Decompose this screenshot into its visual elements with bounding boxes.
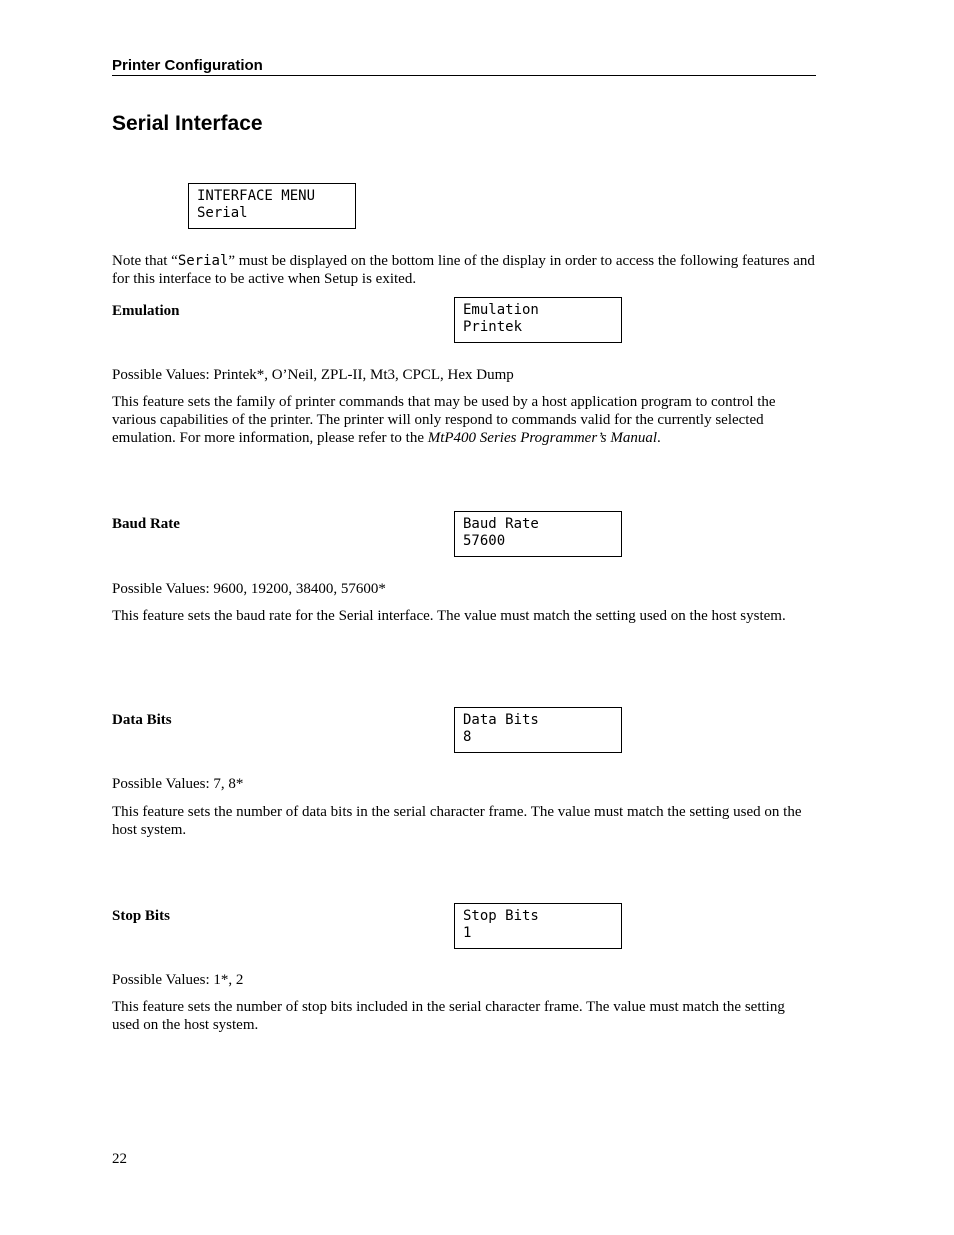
baud-rate-possible-values: Possible Values: 9600, 19200, 38400, 57600*	[112, 581, 386, 597]
stop-bits-possible-values: Possible Values: 1*, 2	[112, 972, 244, 988]
baud-rate-display	[454, 511, 622, 557]
display-line-2: Serial	[197, 205, 248, 221]
feature-label-emulation: Emulation	[112, 303, 180, 319]
stop-bits-display	[454, 903, 622, 949]
section-title: Serial Interface	[112, 112, 263, 135]
interface-menu-display	[188, 183, 356, 229]
description-text: This feature sets the family of printer commands that may be used by a host application program to control the various capabilities of the printer. The printer will only respond to commands valid for the currently selected emulation. For more information, please refer to the	[112, 394, 776, 446]
display-line-1: INTERFACE MENU	[197, 188, 316, 204]
feature-label-data-bits: Data Bits	[112, 712, 172, 728]
display-line-1: Emulation	[463, 302, 539, 318]
feature-label-stop-bits: Stop Bits	[112, 908, 170, 924]
note-paragraph	[112, 252, 816, 288]
note-suffix: ” must be displayed on the bottom line of the display in order to access the following features and for this interface to be active when Setup is exited.	[112, 253, 815, 287]
emulation-display	[454, 297, 622, 343]
feature-label-baud-rate: Baud Rate	[112, 516, 180, 532]
display-line-2: 57600	[463, 533, 506, 549]
data-bits-description: This feature sets the number of data bits in the serial character frame. The value must match the setting used on the host system.	[112, 804, 802, 838]
page-number: 22	[112, 1151, 127, 1167]
display-line-2: 8	[463, 729, 472, 745]
description-end: .	[657, 430, 661, 446]
emulation-possible-values: Possible Values: Printek*, O’Neil, ZPL-II, Mt3, CPCL, Hex Dump	[112, 367, 514, 383]
note-code: Serial	[177, 253, 229, 269]
stop-bits-description: This feature sets the number of stop bits included in the serial character frame. The value must match the setting used on the host system.	[112, 999, 785, 1033]
display-line-2: 1	[463, 925, 472, 941]
data-bits-display	[454, 707, 622, 753]
display-line-2: Printek	[463, 319, 523, 335]
emulation-description	[112, 393, 816, 447]
display-line-1: Data Bits	[463, 712, 539, 728]
running-header: Printer Configuration	[112, 57, 816, 76]
note-prefix: Note that “	[112, 253, 178, 269]
manual-title: MtP400 Series Programmer’s Manual	[427, 430, 658, 446]
display-line-1: Stop Bits	[463, 908, 539, 924]
data-bits-possible-values: Possible Values: 7, 8*	[112, 776, 244, 792]
baud-rate-description: This feature sets the baud rate for the Serial interface. The value must match the setting used on the host system.	[112, 608, 786, 624]
display-line-1: Baud Rate	[463, 516, 539, 532]
